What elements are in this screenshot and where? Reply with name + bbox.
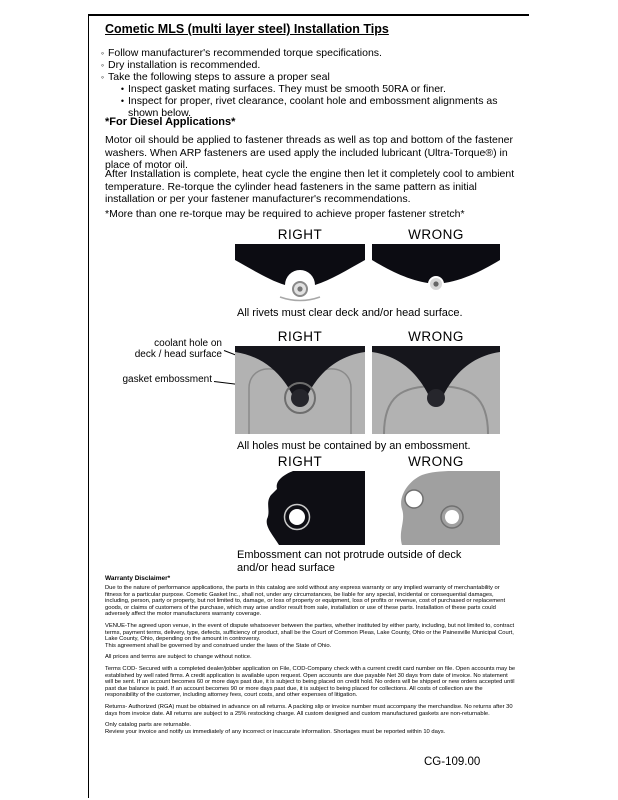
warranty-paragraph-governing-law: This agreement shall be governed by and construed under the laws of the State of Ohio. (105, 642, 332, 649)
bullet-text: Dry installation is recommended. (108, 59, 261, 71)
warranty-paragraph-review: Review your invoice and notify us immediately of any incorrect or inaccurate information. Shortages must be reported within 10 days. (105, 728, 446, 735)
wrong-header-row1: WRONG (408, 227, 464, 242)
warranty-paragraph-returns: Returns- Authorized (RGA) must be obtained in advance on all returns. A packing slip or invoice number must accompany the merchandise. No returns after 30 days from invoice date. All returns are subject to a 25% restocking charge. All custom designed and custom manufactured gaskets are non-returnable. (105, 703, 513, 717)
warranty-disclaimer-heading: Warranty Disclaimer* (105, 575, 171, 582)
warranty-paragraph-venue: VENUE-The agreed upon venue, in the event of dispute whatsoever between the parties, whether instituted by either party, including, but not limited to, contract terms, payment terms, delivery, type, defects, sufficiency of product, shall be the Court of Common Pleas, Lake County, Ohio or the Painesville Municipal Court, Lake County, Ohio, depending on the amount in controversy. (105, 622, 515, 643)
diesel-applications-heading: *For Diesel Applications* (105, 116, 236, 128)
bullet-text: Take the following steps to assure a proper seal (108, 71, 330, 83)
warranty-paragraph-catalog: Only catalog parts are returnable. (105, 722, 192, 729)
embossment-wrong-diagram (372, 471, 500, 545)
filled-bullet-icon: • (120, 84, 125, 94)
tips-bullet-list (97, 47, 521, 119)
open-bullet-icon: ◦ (100, 72, 105, 82)
hole-icon (289, 509, 305, 525)
embossment-right-diagram (235, 471, 365, 545)
diesel-paragraph-1: Motor oil should be applied to fastener threads as well as top and bottom of the fastener washers. When ARP fasteners are used apply the included lubricant (Ultra-Torque®) in place of motor oil. (105, 134, 513, 171)
right-header-row1: RIGHT (277, 227, 323, 242)
rivet-wrong-diagram (372, 244, 500, 302)
wrong-header-row2: WRONG (408, 329, 464, 344)
caption-embossment: Embossment can not protrude outside of deck and/or head surface (237, 549, 462, 574)
diesel-paragraph-2: After Installation is complete, heat cycle the engine then let it completely cool to ambient temperature. Re-torque the cylinder head fasteners in the same pattern as initial installation or per your fastener manufacturer's recommendations. (105, 168, 515, 205)
bullet-text: Follow manufacturer's recommended torque specifications. (108, 47, 382, 59)
bullet-item (97, 59, 521, 71)
page-code: CG-109.00 (424, 756, 481, 768)
holes-wrong-diagram (372, 346, 500, 434)
hole-icon (445, 510, 459, 524)
bullet-text: Inspect gasket mating surfaces. They must be smooth 50RA or finer. (128, 83, 446, 95)
coolant-hole-icon (291, 389, 309, 407)
filled-bullet-icon: • (120, 96, 125, 106)
warranty-paragraph-prices: All prices and terms are subject to change without notice. (105, 654, 252, 661)
protruding-hole-icon (405, 490, 423, 508)
sub-bullet-item (97, 83, 521, 95)
bullet-item (97, 47, 521, 59)
coolant-hole-icon (427, 389, 445, 407)
gasket-embossment-label: gasket embossment (122, 374, 212, 385)
bullet-item (97, 71, 521, 83)
open-bullet-icon: ◦ (100, 60, 105, 70)
warranty-paragraph-nature: Due to the nature of performance applications, the parts in this catalog are sold without any express warranty or any implied warranty of merchantability or fitness for a particular purpose. Cometic Gasket Inc., shall not, under any circumstances, be liable for any special, incidental or consequential damages, including, person, party or property, but not limited to, damage, or loss of property or equipment, loss of profits or revenue, cost of purchased or replacement goods, or claims of customers of the purchase, which may arise and/or result from sale, installation or use of these parts. Installation of these parts could adversely affect the motor manufacturers warranty coverage. (105, 585, 506, 618)
retorque-note: *More than one re-torque may be required to achieve proper fastener stretch* (105, 208, 465, 220)
caption-rivets: All rivets must clear deck and/or head surface. (237, 307, 463, 319)
rivet-right-diagram (235, 244, 365, 302)
warranty-disclaimer-body (105, 585, 517, 740)
wrong-header-row3: WRONG (408, 454, 464, 469)
caption-holes: All holes must be contained by an embossment. (237, 440, 471, 452)
bullet-text: Inspect for proper, rivet clearance, coolant hole and embossment alignments as shown below. (128, 95, 498, 119)
coolant-hole-label: coolant hole on deck / head surface (134, 338, 222, 360)
holes-right-diagram (235, 346, 365, 434)
open-bullet-icon: ◦ (100, 48, 105, 58)
right-header-row3: RIGHT (277, 454, 323, 469)
right-header-row2: RIGHT (277, 329, 323, 344)
warranty-paragraph-terms: Terms COD- Secured with a completed dealer/jobber application on File, COD-Company check with a current credit card number on file. Open accounts may be established by well rated firms. A credit application is available upon request. Open accounts are due payable Net 30 days from date of invoice. No statement will be sent. If an account becomes 60 or more days past due, it is subject to being placed on credit hold. No orders will be shipped or new orders accepted until past due balance is paid. If an account becomes 90 or more days past due, it is subject to being placed for collections. All costs of collection are the responsibility of the customer, including attorney fees, court costs, and other expenses of litigation. (105, 665, 516, 699)
page-title: Cometic MLS (multi layer steel) Installation Tips (105, 22, 389, 36)
